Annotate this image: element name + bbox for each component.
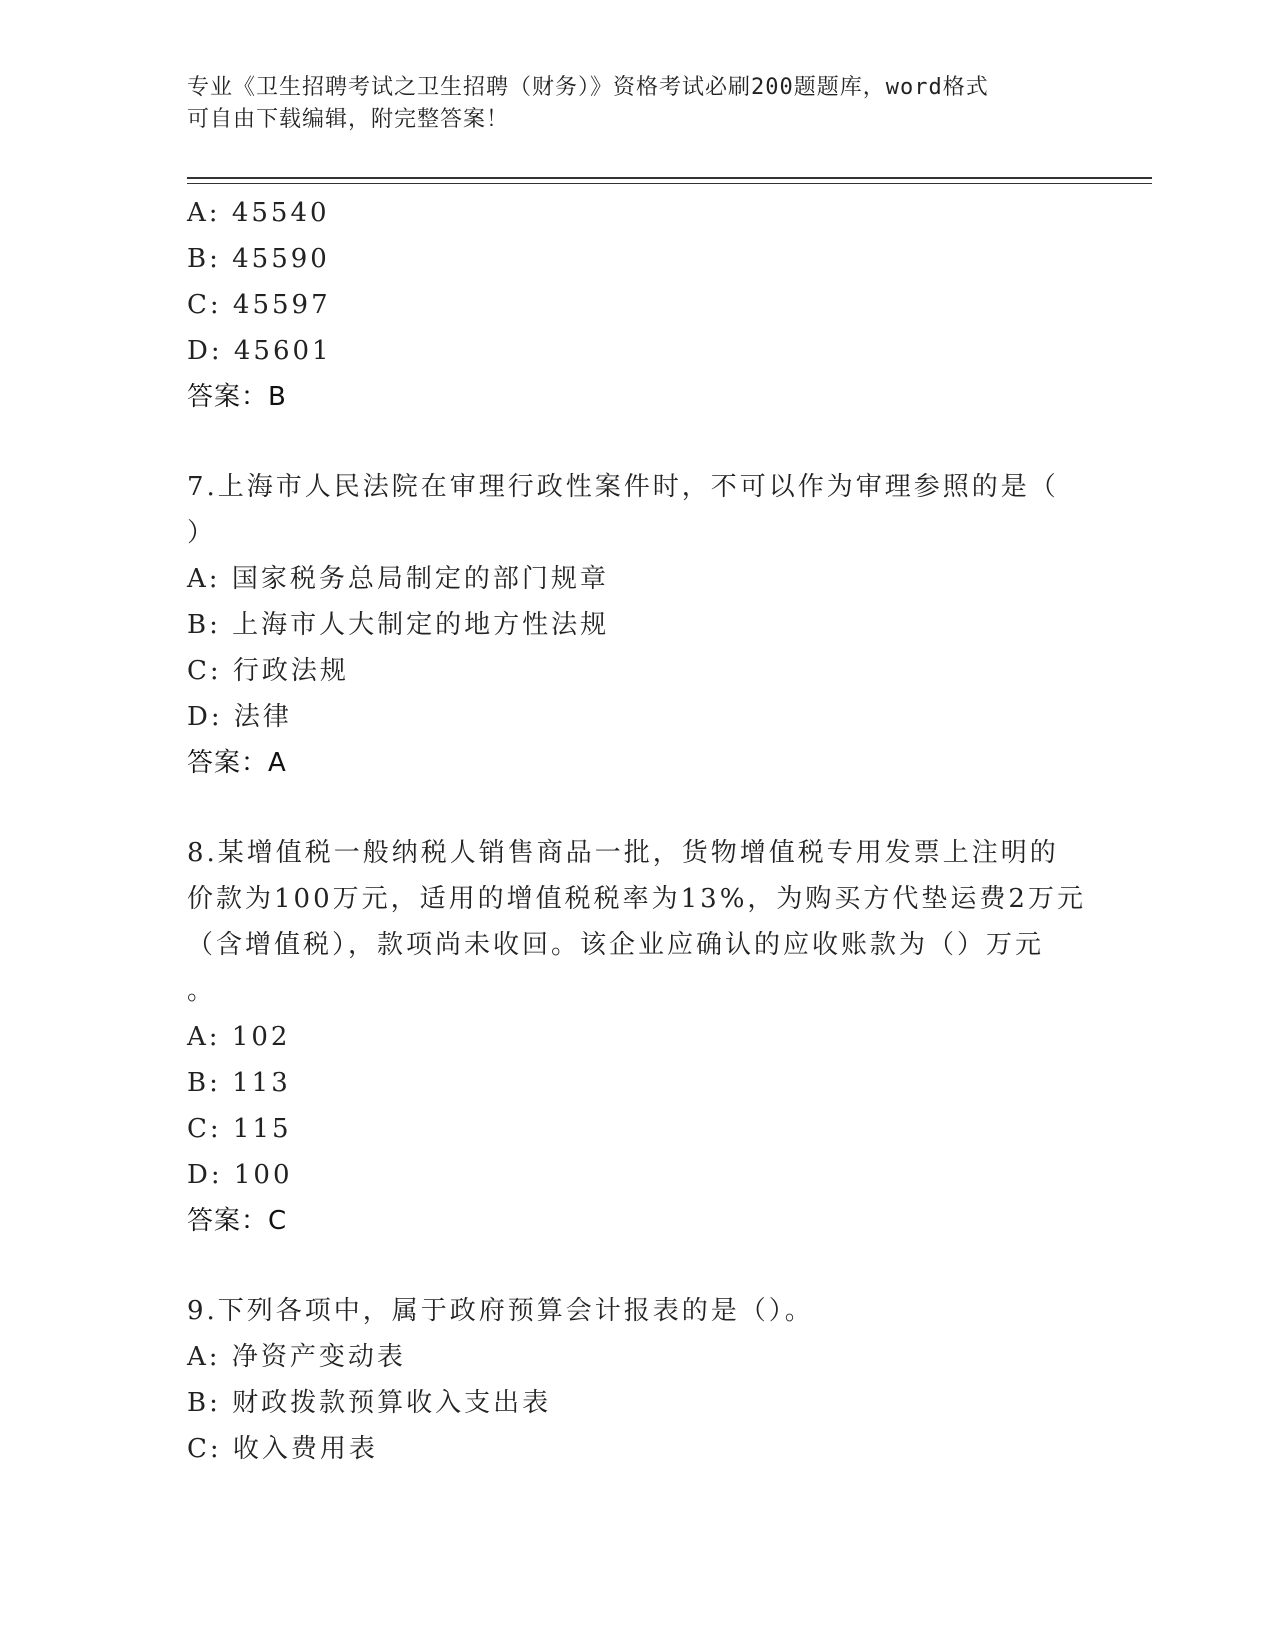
header-divider-thin	[187, 183, 1152, 184]
question-text-line: 。	[187, 976, 217, 1006]
answer-line: 答案：A	[187, 748, 287, 778]
option-d: D: 100	[187, 1160, 293, 1190]
spacer	[187, 420, 1087, 464]
option-a: A: 国家税务总局制定的部门规章	[187, 564, 609, 594]
spacer	[187, 786, 1087, 830]
option-a: A: 45540	[187, 198, 330, 228]
question-8-block	[187, 830, 1087, 1244]
header-line-2: 可自由下载编辑，附完整答案！	[187, 107, 510, 132]
question-text-line: ）	[187, 518, 217, 548]
question-text-line: （含增值税），款项尚未收回。该企业应确认的应收账款为（）万元	[187, 930, 1045, 960]
question-content	[187, 190, 1087, 1472]
option-d: D: 法律	[187, 702, 292, 732]
option-a: A: 净资产变动表	[187, 1342, 406, 1372]
question-9-block	[187, 1288, 1087, 1472]
option-c: C: 45597	[187, 290, 331, 320]
option-b: B: 财政拨款预算收入支出表	[187, 1388, 552, 1418]
question-7-block	[187, 464, 1087, 786]
spacer	[187, 1244, 1087, 1288]
answer-line: 答案：C	[187, 1206, 288, 1236]
option-b: B: 上海市人大制定的地方性法规	[187, 610, 610, 640]
answer-line: 答案：B	[187, 382, 287, 412]
document-header	[187, 72, 1067, 136]
option-b: B: 113	[187, 1068, 291, 1098]
option-c: C: 收入费用表	[187, 1434, 378, 1464]
option-c: C: 115	[187, 1114, 292, 1144]
question-text-line: 9.下列各项中，属于政府预算会计报表的是（）。	[187, 1296, 814, 1326]
option-b: B: 45590	[187, 244, 330, 274]
question-text-line: 8.某增值税一般纳税人销售商品一批，货物增值税专用发票上注明的	[187, 838, 1059, 868]
question-6-block	[187, 190, 1087, 420]
question-text-line: 价款为100万元，适用的增值税税率为13%，为购买方代垫运费2万元	[187, 884, 1086, 914]
option-d: D: 45601	[187, 336, 332, 366]
question-text-line: 7.上海市人民法院在审理行政性案件时，不可以作为审理参照的是（	[187, 472, 1059, 502]
header-line-1: 专业《卫生招聘考试之卫生招聘（财务）》资格考试必刷200题题库，word格式	[187, 75, 989, 100]
option-a: A: 102	[187, 1022, 291, 1052]
header-divider-thick	[187, 177, 1152, 179]
option-c: C: 行政法规	[187, 656, 349, 686]
